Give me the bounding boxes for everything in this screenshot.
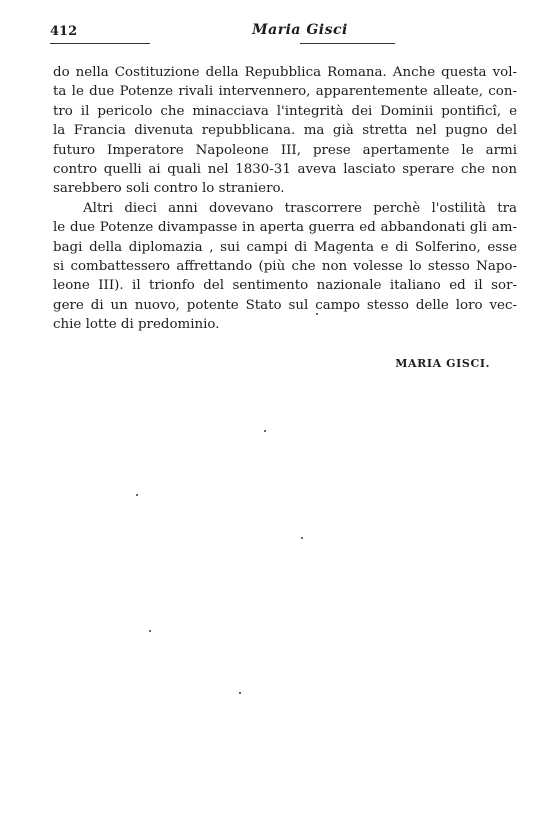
text-line: sarebbero soli contro lo straniero.	[53, 181, 285, 197]
text-line: futuro Imperatore Napoleone III, prese apertamente le armi	[53, 142, 517, 158]
text-line: bagi della diplomazia , sui campi di Magenta e di Solferino, esse	[53, 239, 517, 255]
text-line: contro quelli ai quali nel 1830-31 aveva lasciato sperare che non	[53, 162, 517, 178]
text-line: la Francia divenuta repubblicana. ma già stretta nel pugno del	[53, 123, 517, 139]
header-rule-right	[300, 43, 395, 44]
running-title: Maria Gisci	[252, 22, 348, 38]
text-line: si combattessero affrettando (più che non volesse lo stesso Napo-	[53, 259, 517, 275]
print-speck	[149, 630, 151, 632]
print-speck	[264, 430, 266, 432]
text-line: gere di un nuovo, potente Stato sul campo stesso delle loro vec-	[53, 297, 517, 313]
text-line: do nella Costituzione della Repubblica Romana. Anche questa vol-	[53, 65, 517, 80]
author-signature: MARIA GISCI.	[395, 357, 490, 370]
print-speck	[136, 494, 138, 496]
text-line: leone III). il trionfo del sentimento nazionale italiano ed il sor-	[53, 278, 517, 294]
print-speck	[301, 537, 303, 539]
text-line: tro il pericolo che minacciava l'integrità dei Dominii pontificî, e	[53, 103, 517, 119]
body-text	[53, 63, 517, 335]
text-line: chie lotte di predominio.	[53, 317, 220, 333]
text-line: le due Potenze divampasse in aperta guerra ed abbandonati gli am-	[53, 220, 517, 236]
page-number: 412	[50, 24, 78, 39]
print-speck	[239, 692, 241, 694]
page-header	[0, 20, 550, 50]
paragraph-2	[53, 199, 517, 335]
header-rule-left	[50, 43, 150, 44]
paragraph-1	[53, 63, 517, 199]
print-speck	[316, 313, 318, 315]
text-line: Altri dieci anni dovevano trascorrere perchè l'ostilità tra	[83, 200, 517, 216]
text-line: ta le due Potenze rivali intervennero, apparentemente alleate, con-	[53, 84, 517, 100]
